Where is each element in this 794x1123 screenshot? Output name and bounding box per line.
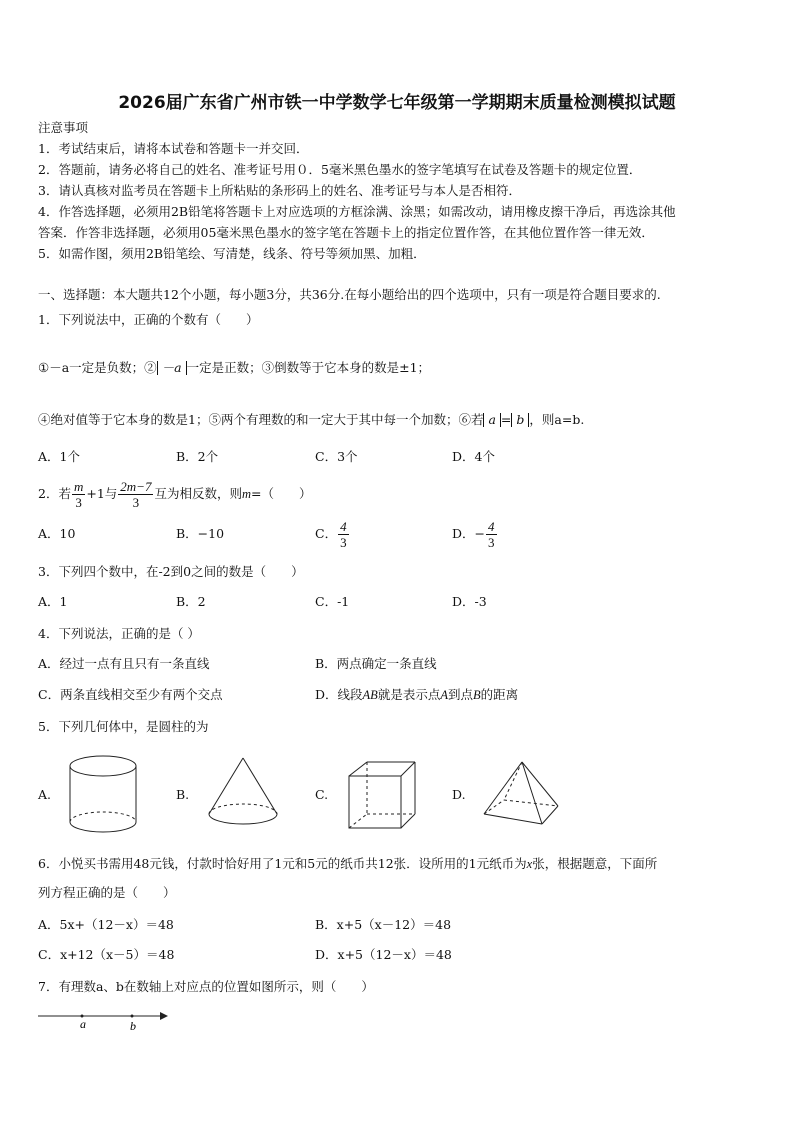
option-a: A．5x+（12－x）＝48 [38, 917, 174, 932]
pyramid-figure [478, 758, 564, 832]
question-1-statements-b: ④绝对值等于它本身的数是1；⑤两个有理数的和一定大于其中每一个加数；⑥若 a = b ，则a=b. [38, 412, 585, 427]
page-title: 2026届广东省广州市铁一中学数学七年级第一学期期末质量检测模拟试题 [118, 93, 676, 113]
question-4-stem: 4．下列说法，正确的是（ ） [38, 626, 200, 641]
option-a: A．经过一点有且只有一条直线 [38, 656, 210, 671]
question-5-stem: 5．下列几何体中，是圆柱的为 [38, 719, 209, 734]
notice-item: 1．考试结束后，请将本试卷和答题卡一并交回． [38, 141, 309, 156]
option-a: A．1个 [38, 449, 80, 464]
option-d: D．线段AB就是表示点A到点B的距离 [315, 687, 519, 702]
option-d-label: D. [452, 787, 466, 802]
option-b-label: B. [176, 787, 190, 802]
option-c: C．-1 [315, 594, 350, 609]
option-c: C．x+12（x－5）＝48 [38, 947, 175, 962]
fraction: $\frac{m}{3}$ [73, 479, 84, 510]
point-a-label: a [80, 1017, 86, 1031]
section-heading: 一、选择题：本大题共12个小题，每小题3分，共36分.在每小题给出的四个选项中，只有一项是符合题目要求的. [38, 287, 661, 302]
option-a: A．10 [38, 526, 76, 541]
cube-figure [343, 758, 419, 834]
notice-item: 5．如需作图，须用2B铅笔绘、写清楚，线条、符号等须加黑、加粗． [38, 246, 426, 261]
option-b: B．x+5（x－12）＝48 [315, 917, 452, 932]
option-d: D．− $\frac{4}{3}$ [452, 519, 495, 550]
fraction: $\frac{2m-7}{3}$ [120, 479, 152, 510]
notice-heading: 注意事项 [38, 120, 89, 135]
question-3-stem: 3．下列四个数中，在-2到0之间的数是（ ） [38, 564, 304, 579]
notice-item: 2．答题前，请务必将自己的姓名、准考证号用０．5毫米黑色墨水的签字笔填写在试卷及答题卡的规定位置． [38, 162, 642, 177]
option-b: B．2个 [176, 449, 219, 464]
option-c: C．3个 [315, 449, 358, 464]
point-b-label: b [130, 1019, 136, 1033]
option-c: C． $\frac{4}{3}$ [315, 519, 347, 550]
option-d: D．-3 [452, 594, 487, 609]
option-c-label: C. [315, 787, 329, 802]
notice-item: 3．请认真核对监考员在答题卡上所粘贴的条形码上的姓名、准考证号与本人是否相符． [38, 183, 521, 198]
cylinder-figure [66, 752, 142, 838]
option-b: B．−10 [176, 526, 225, 541]
option-a-label: A. [38, 787, 52, 802]
cone-figure [203, 754, 283, 836]
absolute-value: －a [157, 361, 187, 375]
option-d: D．x+5（12－x）＝48 [315, 947, 452, 962]
absolute-value: a [483, 413, 500, 427]
option-b: B．两点确定一条直线 [315, 656, 437, 671]
option-c: C．两条直线相交至少有两个交点 [38, 687, 223, 702]
question-1-stem: 1．下列说法中，正确的个数有（ ） [38, 312, 259, 327]
notice-item: 4．作答选择题，必须用2B铅笔将答题卡上对应选项的方框涂满、涂黑；如需改动，请用橡皮擦干净后，再选涂其他 [38, 204, 676, 219]
question-7-stem: 7．有理数a、b在数轴上对应点的位置如图所示，则（ ） [38, 979, 374, 994]
absolute-value: b [511, 413, 529, 427]
question-6-stem-line2: 列方程正确的是（ ） [38, 885, 176, 900]
question-6-stem-line1: 6．小悦买书需用48元钱，付款时恰好用了1元和5元的纸币共12张．设所用的1元纸币为x张，根据题意，下面所 [38, 856, 658, 871]
question-2-stem: 2．若 $\frac{m}{3}$ +1与 $\frac{2m-7}{3}$ 互为相反数，则m=（ ） [38, 479, 312, 510]
option-a: A．1 [38, 594, 68, 609]
notice-item: 答案．作答非选择题，必须用05毫米黑色墨水的签字笔在答题卡上的指定位置作答，在其他位置作答一律无效． [38, 225, 654, 240]
option-b: B．2 [176, 594, 206, 609]
option-d: D．4个 [452, 449, 495, 464]
question-1-statements-a: ①－a一定是负数；② －a 一定是正数；③倒数等于它本身的数是±1； [38, 360, 431, 375]
number-line-figure [36, 1006, 172, 1034]
